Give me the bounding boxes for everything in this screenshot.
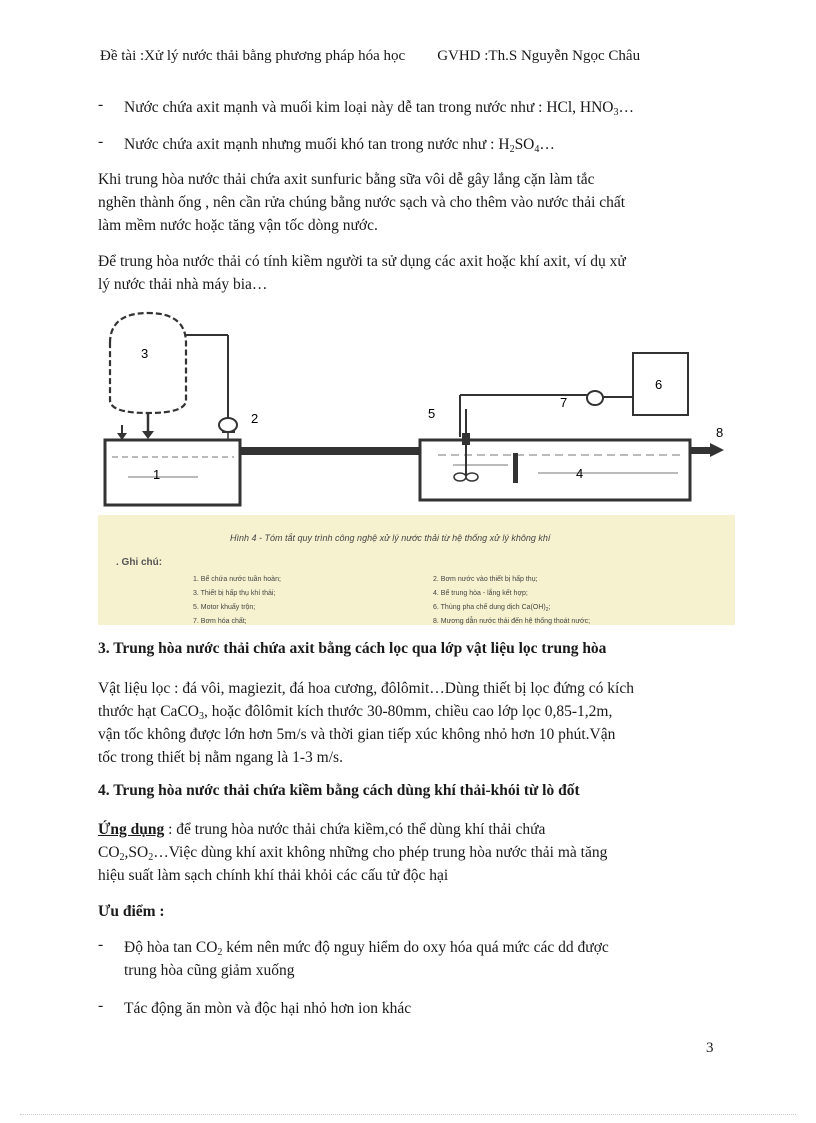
connecting-pipe — [240, 447, 420, 455]
advantage-2: Tác động ăn mòn và độc hại nhỏ hơn ion khác — [124, 1000, 412, 1017]
svg-text:1. Bể chứa nước tuần hoàn;: 1. Bể chứa nước tuần hoàn; — [193, 576, 281, 583]
section-3-heading: 3. Trung hòa nước thải chứa axit bằng cách lọc qua lớp vật liệu lọc trung hòa — [98, 640, 607, 657]
bullet-dash: - — [98, 997, 104, 1014]
label-1: 1 — [153, 467, 161, 482]
recirculation-tank — [105, 440, 240, 505]
label-4: 4 — [576, 466, 584, 481]
process-diagram — [98, 305, 735, 625]
section-3-body: Vật liệu lọc : đá vôi, magiezit, đá hoa cương, đôlômit…Dùng thiết bị lọc đứng có kích thước hạt CaCO$_3$, hoặc đôlômit kích thước 30-80mm, chiều cao lớp lọc 0,85-1,2m, vận tốc không được lớn hơn 5m/s và thời gian tiếp xúc không nhỏ hơn 10 phút.Vận tốc trong thiết bị nằm ngang là 1-3 m/s. — [98, 680, 634, 766]
svg-text:7. Bơm hóa chất;: 7. Bơm hóa chất; — [193, 618, 247, 625]
chemical-pump-icon — [587, 391, 603, 405]
bullet-hcl: Nước chứa axit mạnh và muối kim loại này dễ tan trong nước như : HCl, $HNO_3\dots$ — [124, 99, 634, 118]
bullet-dash: - — [98, 96, 104, 113]
running-header — [100, 48, 640, 65]
advantage-1: Độ hòa $\tan CO_2$ kém nên mức độ nguy hiểm do oxy hóa quá mức các dd được trung hòa cũng giảm xuống — [124, 939, 609, 979]
legend-item-6: 6. Thùng pha chế dung dịch $Ca(OH)_2$; — [433, 604, 551, 613]
bullet-dash: - — [98, 936, 104, 953]
paragraph-alkaline: Để trung hòa nước thải có tính kiềm người ta sử dụng các axit hoặc khí axit, ví dụ xử lý nước thải nhà máy bia… — [98, 253, 626, 293]
paragraph-sulfuric: Khi trung hòa nước thải chứa axit sunfuric bằng sữa vôi dễ gây lắng cặn làm tắc nghẽn thành ống , nên cần rửa chúng bằng nước sạch và cho thêm vào nước thải chất làm mềm nước hoặc tăng vận tốc dòng nước. — [98, 171, 626, 234]
section-4-heading: 4. Trung hòa nước thải chứa kiềm bằng cách dùng khí thải-khói từ lò đốt — [98, 782, 580, 799]
page-bottom-border — [20, 1114, 796, 1115]
svg-text:8. Mương dẫn nước thải đến hệ: 8. Mương dẫn nước thải đến hệ thống thoát nước; — [433, 618, 591, 625]
section-4-application: Ứng dụng : để trung hòa nước thải chứa kiềm,có thể dùng khí thải chứa $CO_2,SO_2\dots Việc$ dùng khí axit không những cho phép trung hòa nước thải mà tăng hiệu suất làm sạch chính khí thải khỏi các cấu tử độc hại — [98, 821, 608, 884]
bullet-dash: - — [98, 133, 104, 150]
label-6: 6 — [655, 377, 663, 392]
label-5: 5 — [428, 406, 436, 421]
legend-title: . Ghi chú: — [116, 557, 163, 568]
figure-caption: Hình 4 - Tóm tắt quy trình công nghệ xử lý nước thải từ hệ thống xử lý không khí — [230, 533, 551, 543]
label-3: 3 — [141, 346, 149, 361]
label-8: 8 — [716, 425, 724, 440]
page-number: 3 — [706, 1040, 714, 1056]
header-advisor: GVHD :Th.S Nguyễn Ngọc Châu — [437, 48, 641, 64]
process-figure — [98, 305, 735, 625]
label-7: 7 — [560, 395, 568, 410]
label-2: 2 — [251, 411, 259, 426]
header-topic: Đề tài :Xử lý nước thải bằng phương pháp hóa học — [100, 48, 406, 64]
pump-icon — [219, 418, 237, 432]
svg-text:3. Thiết bị hấp thụ khí thải;: 3. Thiết bị hấp thụ khí thải; — [193, 590, 276, 597]
svg-text:5. Motor khuấy trộn;: 5. Motor khuấy trộn; — [193, 604, 256, 611]
svg-text:2. Bơm nước vào thiết bị hấp t: 2. Bơm nước vào thiết bị hấp thụ; — [433, 576, 538, 583]
bullet-h2so4: Nước chứa axit mạnh nhưng muối khó tan trong nước như : $H_2SO_4\dots$ — [124, 136, 555, 155]
advantages-label: Ưu điểm : — [98, 903, 165, 920]
neutralization-tank — [420, 440, 690, 500]
absorber-tank — [110, 313, 186, 413]
svg-text:4. Bể trung hòa - lắng kết hợp: 4. Bể trung hòa - lắng kết hợp; — [433, 590, 528, 597]
